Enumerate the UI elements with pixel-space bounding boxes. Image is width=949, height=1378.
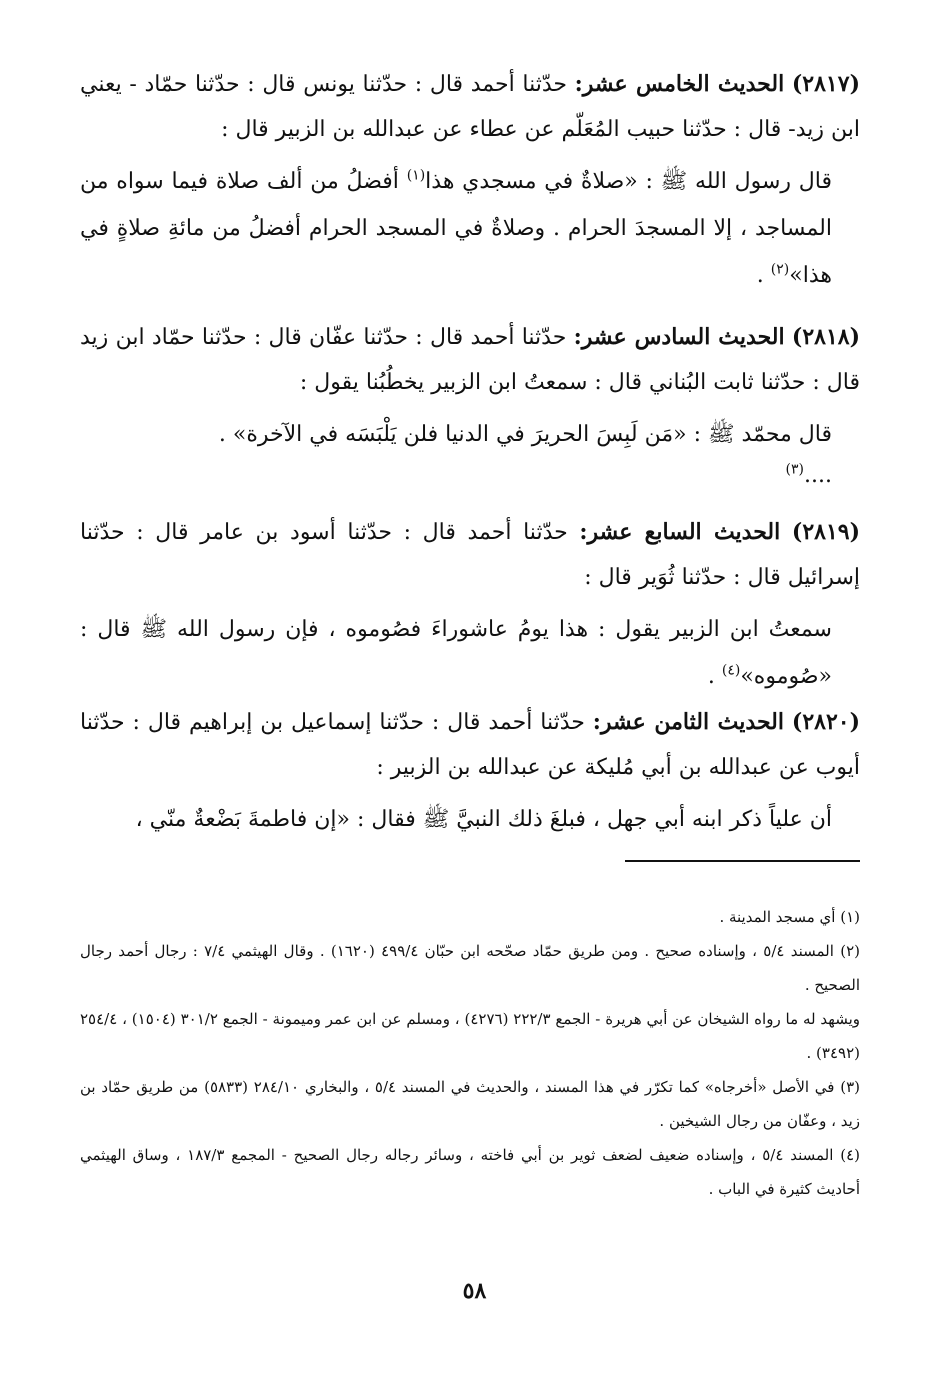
footnote-ref: (٣) <box>785 461 805 478</box>
isnad-text: حدّثنا أحمد قال : حدّثنا يونس قال : حدّثنا حمّاد - يعني ابن زيد- قال : حدّثنا حبيب المُعَلّم عن عطاء عن عبدالله بن الزبير قال : <box>80 72 860 142</box>
hadith-title: الحديث السادس عشر: <box>573 324 785 350</box>
footnote-2-continued <box>80 1002 860 1070</box>
footnote-text: أي مسجد المدينة . <box>719 908 836 926</box>
hadith-number: (٢٨١٧) <box>791 71 860 97</box>
footnote-1 <box>80 900 860 934</box>
page-body <box>80 62 860 1362</box>
hadith-matn <box>80 158 860 299</box>
footnote-number: (٢) <box>840 942 860 960</box>
isnad-text: حدّثنا أحمد قال : حدّثنا عفّان قال : حدّثنا حمّاد ابن زيد قال : حدّثنا ثابت البُناني قال : سمعتُ ابن الزبير يخطُبُنا يقول : <box>80 325 860 395</box>
footnote-text: المسند ٥/٤ ، وإسناده صحيح . ومن طريق حمّاد صحّحه ابن حبّان ٤٩٩/٤ (١٦٢٠) . وقال الهيثمي ٧/٤ : رجال أحمد رجال الصحيح . <box>80 942 860 994</box>
hadith-number: (٢٨١٨) <box>791 324 860 350</box>
hadith-isnad <box>80 510 860 600</box>
matn-end: . <box>707 664 722 689</box>
footnote-4 <box>80 1138 860 1206</box>
footnote-text: ويشهد له ما رواه الشيخان عن أبي هريرة - الجمع ٢٢٢/٣ (٤٢٧٦) ، ومسلم عن ابن عمر وميمونة - الجمع ٣٠١/٢ (١٥٠٤) ، ٢٥٤/٤ (٣٤٩٢) . <box>80 1010 860 1062</box>
omission-mark <box>80 458 860 494</box>
footnote-2 <box>80 934 860 1002</box>
isnad-text: حدّثنا أحمد قال : حدّثنا إسماعيل بن إبراهيم قال : حدّثنا أيوب عن عبدالله بن أبي مُليكة عن عبدالله بن الزبير : <box>80 710 860 780</box>
page-number: ٥٨ <box>462 1278 487 1304</box>
matn-text: قال محمّد ﷺ : «مَن لَبِسَ الحريرَ في الدنيا فلن يَلْبَسَه في الآخرة» . <box>218 422 832 447</box>
footnote-text: المسند ٥/٤ ، وإسناده ضعيف لضعف ثوير بن أبي فاخته ، وسائر رجاله رجال الصحيح - المجمع ١٨٧/٣ ، وساق الهيثمي أحاديث كثيرة في الباب . <box>80 1146 860 1198</box>
footnotes <box>80 900 860 1206</box>
hadith-matn <box>80 796 860 843</box>
footnote-number: (٣) <box>840 1078 860 1096</box>
hadith-isnad <box>80 315 860 405</box>
matn-text: قال رسول الله ﷺ : «صلاةٌ في مسجدي هذا <box>425 169 832 194</box>
footnote-text: في الأصل «أخرجاه» كما تكرّر في هذا المسند ، والحديث في المسند ٥/٤ ، والبخاري ٢٨٤/١٠ (٥٨٣٣) من طريق حمّاد بن زيد ، وعفّان من رجال الشيخين . <box>80 1078 860 1130</box>
hadith-2819 <box>80 510 860 700</box>
hadith-title: الحديث الخامس عشر: <box>574 71 785 97</box>
hadith-matn <box>80 606 860 700</box>
hadith-number: (٢٨١٩) <box>791 519 860 545</box>
footnote-number: (١) <box>840 908 860 926</box>
ellipsis: .... <box>804 463 832 488</box>
matn-text: أفضلُ من ألف صلاة فيما سواه من المساجد ، إلا المسجدَ الحرام . وصلاةٌ في المسجد الحرام أفضلُ من مائةِ صلاةٍ في هذا» <box>80 169 832 288</box>
footnote-ref: (٢) <box>770 261 790 278</box>
footnote-3 <box>80 1070 860 1138</box>
footnote-ref: (٤) <box>721 662 741 679</box>
hadith-matn <box>80 411 860 458</box>
hadith-2820 <box>80 700 860 843</box>
hadith-isnad <box>80 62 860 152</box>
matn-end: . <box>756 263 771 288</box>
footnote-ref: (١) <box>406 167 426 184</box>
hadith-2818 <box>80 315 860 494</box>
hadith-number: (٢٨٢٠) <box>791 709 860 735</box>
hadith-title: الحديث السابع عشر: <box>579 519 781 545</box>
matn-text: أن علياً ذكر ابنه أبي جهل ، فبلغَ ذلك النبيَّ ﷺ فقال : «إن فاطمةَ بَضْعةٌ منّي ، <box>135 807 832 832</box>
matn-text: سمعتُ ابن الزبير يقول : هذا يومُ عاشوراءَ فصُوموه ، فإن رسول الله ﷺ قال : «صُوموه» <box>80 617 832 689</box>
hadith-2817 <box>80 62 860 299</box>
hadith-title: الحديث الثامن عشر: <box>592 709 784 735</box>
isnad-text: حدّثنا أحمد قال : حدّثنا أسود بن عامر قال : حدّثنا إسرائيل قال : حدّثنا ثُوَير قال : <box>80 520 860 590</box>
footnote-separator <box>625 860 860 862</box>
footnote-number: (٤) <box>840 1146 860 1164</box>
hadith-isnad <box>80 700 860 790</box>
